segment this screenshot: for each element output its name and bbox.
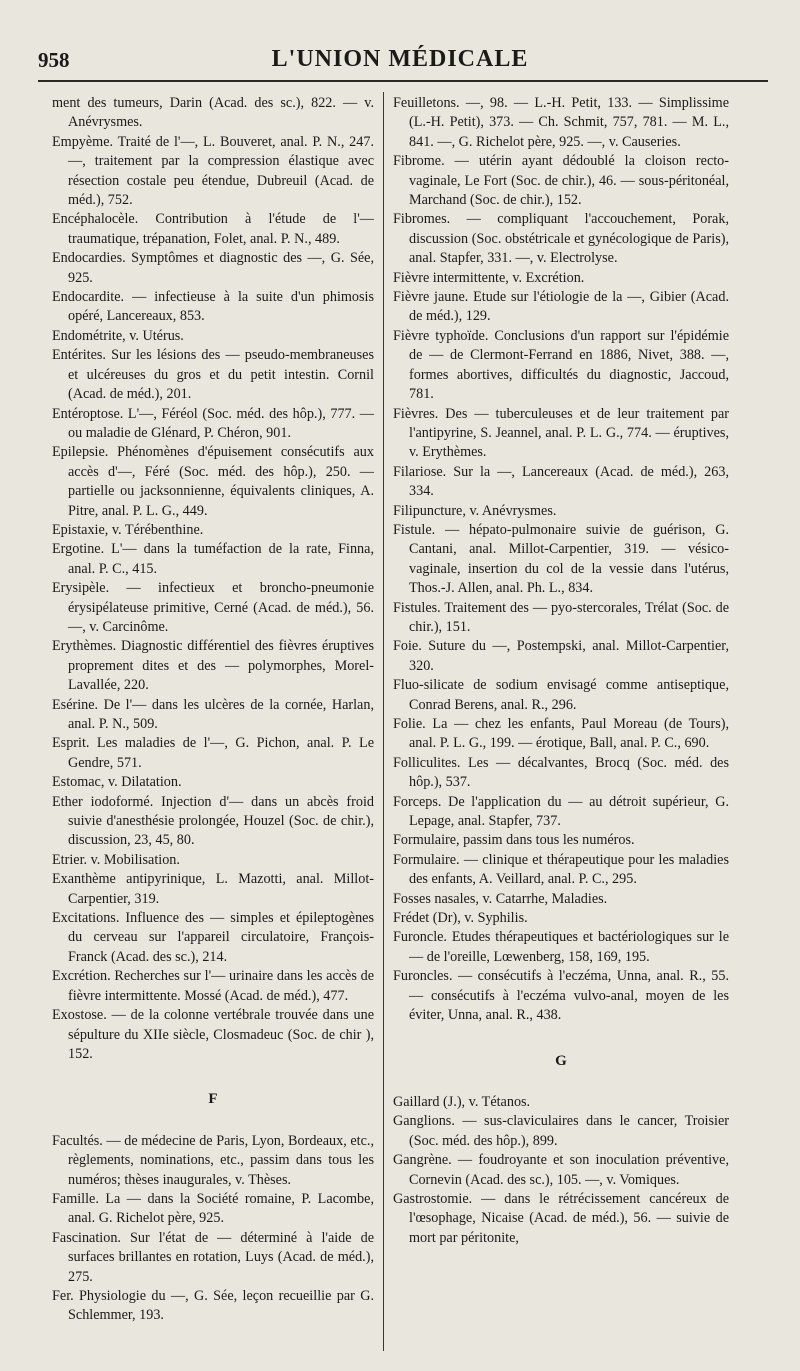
index-entry: Empyème. Traité de l'—, L. Bouveret, anal. P. N., 247. —, traitement par la compression élastique avec résection costale peu étendue, Dubreuil (Acad. de méd.), 752.	[52, 133, 374, 209]
page-number: 958	[38, 48, 70, 72]
index-entry: Erythèmes. Diagnostic différentiel des fièvres éruptives proprement dites et des — polymorphes, Morel-Lavallée, 220.	[52, 638, 374, 694]
index-entry: Filariose. Sur la —, Lancereaux (Acad. de méd.), 263, 334.	[393, 463, 729, 500]
index-entry: Frédet (Dr), v. Syphilis.	[393, 910, 528, 927]
index-entry: Formulaire. — clinique et thérapeutique pour les maladies des enfants, A. Veillard, anal. P. C., 295.	[393, 851, 729, 888]
index-entry: Encéphalocèle. Contribution à l'étude de l'— traumatique, trépanation, Folet, anal. P. N., 489.	[52, 211, 374, 247]
index-entry: Exostose. — de la colonne vertébrale trouvée dans une sépulture du XIIe siècle, Closmadeuc (Soc. de chir ), 152.	[52, 1007, 374, 1062]
index-entry: Fistule. — hépato-pulmonaire suivie de guérison, G. Cantani, anal. Millot-Carpentier, 319. — vésico-vaginale, insertion du col de la vessie dans l'utérus, Thos.-J. Allen, anal. Ph. L., 834.	[393, 521, 729, 597]
index-entry: Filipuncture, v. Anévrysmes.	[393, 502, 557, 519]
entries-e	[52, 94, 374, 1064]
index-entry: Ganglions. — sus-claviculaires dans le cancer, Troisier (Soc. méd. des hôp.), 899.	[393, 1113, 729, 1149]
index-entry: Entérites. Sur les lésions des — pseudo-membraneuses et ulcéreuses du gros et du petit intestin. Cornil (Acad. de méd.), 201.	[52, 347, 374, 403]
index-entry: Epilepsie. Phénomènes d'épuisement consécutifs aux accès d'—, Féré (Soc. méd. des hôp.), 250. — partielle ou jacksonnienne, équivalents cliniques, A. Pitre, anal. P. L. G., 449.	[52, 444, 374, 519]
index-entry: Folliculites. Les — décalvantes, Brocq (Soc. méd. des hôp.), 537.	[393, 754, 729, 791]
index-entry: Erysipèle. — infectieux et broncho-pneumonie érysipélateuse primitive, Cerné (Acad. de méd.), 56. —, v. Carcinôme.	[52, 580, 374, 635]
index-entry: Famille. La — dans la Société romaine, P. Lacombe, anal. G. Richelot père, 925.	[52, 1190, 374, 1227]
index-entry: Esérine. De l'— dans les ulcères de la cornée, Harlan, anal. P. N., 509.	[52, 696, 374, 732]
page-header	[30, 40, 770, 80]
index-entry: Gangrène. — foudroyante et son inoculation préventive, Cornevin (Acad. des sc.), 105. —, v. Vomiques.	[393, 1152, 729, 1188]
index-entry: Estomac, v. Dilatation.	[52, 774, 182, 791]
index-entry: Excitations. Influence des — simples et épileptogènes du cerveau sur l'appareil circulatoire, François-Franck (Acad. des sc.), 214.	[52, 910, 374, 965]
index-entry: Furoncle. Etudes thérapeutiques et bactériologiques sur le — de l'oreille, Lœwenberg, 158, 169, 195.	[393, 929, 729, 965]
index-entry: Formulaire, passim dans tous les numéros.	[393, 832, 635, 849]
index-entry: Folie. La — chez les enfants, Paul Moreau (de Tours), anal. P. L. G., 199. — érotique, Ball, anal. P. C., 690.	[393, 716, 729, 752]
index-entry: Forceps. De l'application du — au détroit supérieur, G. Lepage, anal. Stapfer, 737.	[393, 793, 729, 830]
section-letter-g: G	[555, 1052, 567, 1069]
index-entry: Ergotine. L'— dans la tuméfaction de la rate, Finna, anal. P. C., 415.	[52, 541, 374, 577]
index-entry: Fistules. Traitement des — pyo-stercorales, Trélat (Soc. de chir.), 151.	[393, 599, 729, 635]
index-entry: Facultés. — de médecine de Paris, Lyon, Bordeaux, etc., règlements, nominations, etc., passim dans tous les numéros; thèses inaugurales, v. Thèses.	[52, 1132, 374, 1188]
index-entry: Furoncles. — consécutifs à l'eczéma, Unna, anal. R., 55. — consécutifs à l'eczéma vulvo-anal, moyen de les éviter, Unna, anal. R., 438.	[393, 968, 729, 1024]
index-entry: Endométrite, v. Utérus.	[52, 327, 184, 344]
entries-f	[52, 1132, 374, 1326]
index-entry: Entéroptose. L'—, Féréol (Soc. méd. des hôp.), 777. — ou maladie de Glénard, P. Chéron, 901.	[52, 405, 374, 441]
index-entry: Epistaxie, v. Térébenthine.	[52, 521, 204, 538]
right-column	[393, 94, 729, 1248]
index-entry: Esprit. Les maladies de l'—, G. Pichon, anal. P. Le Gendre, 571.	[52, 735, 374, 771]
index-entry: Fosses nasales, v. Catarrhe, Maladies.	[393, 890, 608, 907]
index-entry: Fascination. Sur l'état de — déterminé à l'aide de surfaces brillantes en rotation, Luys (Acad. de méd.), 275.	[52, 1229, 374, 1285]
index-entry: Fibromes. — compliquant l'accouchement, Porak, discussion (Soc. obstétricale et gynécologique de Paris), anal. Stapfer, 331. —, v. Electrolyse.	[393, 211, 729, 267]
entries-f-continued	[393, 94, 729, 1026]
index-entry: Endocardite. — infectieuse à la suite d'un phimosis opéré, Lancereaux, 853.	[52, 289, 374, 325]
entries-g	[393, 1093, 729, 1248]
index-entry: Etrier. v. Mobilisation.	[52, 851, 180, 868]
index-entry: Fièvres. Des — tuberculeuses et de leur traitement par l'antipyrine, S. Jeannel, anal. P. L. G., 774. — éruptives, v. Erythèmes.	[393, 405, 729, 461]
index-entry: Fluo-silicate de sodium envisagé comme antiseptique, Conrad Berens, anal. R., 296.	[393, 677, 729, 713]
index-entry: Exanthème antipyrinique, L. Mazotti, anal. Millot-Carpentier, 319.	[52, 871, 374, 907]
left-column	[52, 94, 374, 1326]
index-entry: Fièvre jaune. Etude sur l'étiologie de la —, Gibier (Acad. de méd.), 129.	[393, 289, 729, 325]
index-entry: Foie. Suture du —, Postempski, anal. Millot-Carpentier, 320.	[393, 638, 729, 674]
column-separator	[383, 92, 384, 1351]
index-entry: Fer. Physiologie du —, G. Sée, leçon recueillie par G. Schlemmer, 193.	[52, 1287, 374, 1324]
index-entry: ment des tumeurs, Darin (Acad. des sc.), 822. — v. Anévrysmes.	[52, 95, 374, 131]
index-entry: Feuilletons. —, 98. — L.-H. Petit, 133. — Simplissime (L.-H. Petit), 373. — Ch. Schmit, 757, 781. — M. L., 841. —, G. Richelot père, 925. —, v. Causeries.	[393, 95, 729, 150]
index-entry: Fièvre intermittente, v. Excrétion.	[393, 269, 585, 286]
index-entry: Ether iodoformé. Injection d'— dans un abcès froid suivie d'anesthésie prolongée, Houzel (Soc. de chir.), discussion, 23, 45, 80.	[52, 793, 374, 849]
index-entry: Fièvre typhoïde. Conclusions d'un rapport sur l'épidémie de — de Clermont-Ferrand en 1886, Nivet, 388. —, formes abortives, difficultés du diagnostic, Jaccoud, 781.	[393, 327, 729, 403]
section-letter-f: F	[208, 1091, 218, 1108]
index-entry: Gastrostomie. — dans le rétrécissement cancéreux de l'œsophage, Nicaise (Acad. de méd.), 56. — suivie de mort par péritonite,	[393, 1190, 729, 1246]
index-entry: Gaillard (J.), v. Tétanos.	[393, 1093, 531, 1110]
header-rule	[38, 80, 768, 82]
index-entry: Fibrome. — utérin ayant dédoublé la cloison recto-vaginale, Le Fort (Soc. de chir.), 46. — sous-péritonéal, Marchand (Soc. de chir.), 152.	[393, 153, 729, 209]
running-title: L'UNION MÉDICALE	[271, 46, 529, 72]
index-entry: Excrétion. Recherches sur l'— urinaire dans les accès de fièvre intermittente. Mossé (Acad. de méd.), 477.	[52, 968, 374, 1004]
index-entry: Endocardies. Symptômes et diagnostic des —, G. Sée, 925.	[52, 250, 374, 286]
